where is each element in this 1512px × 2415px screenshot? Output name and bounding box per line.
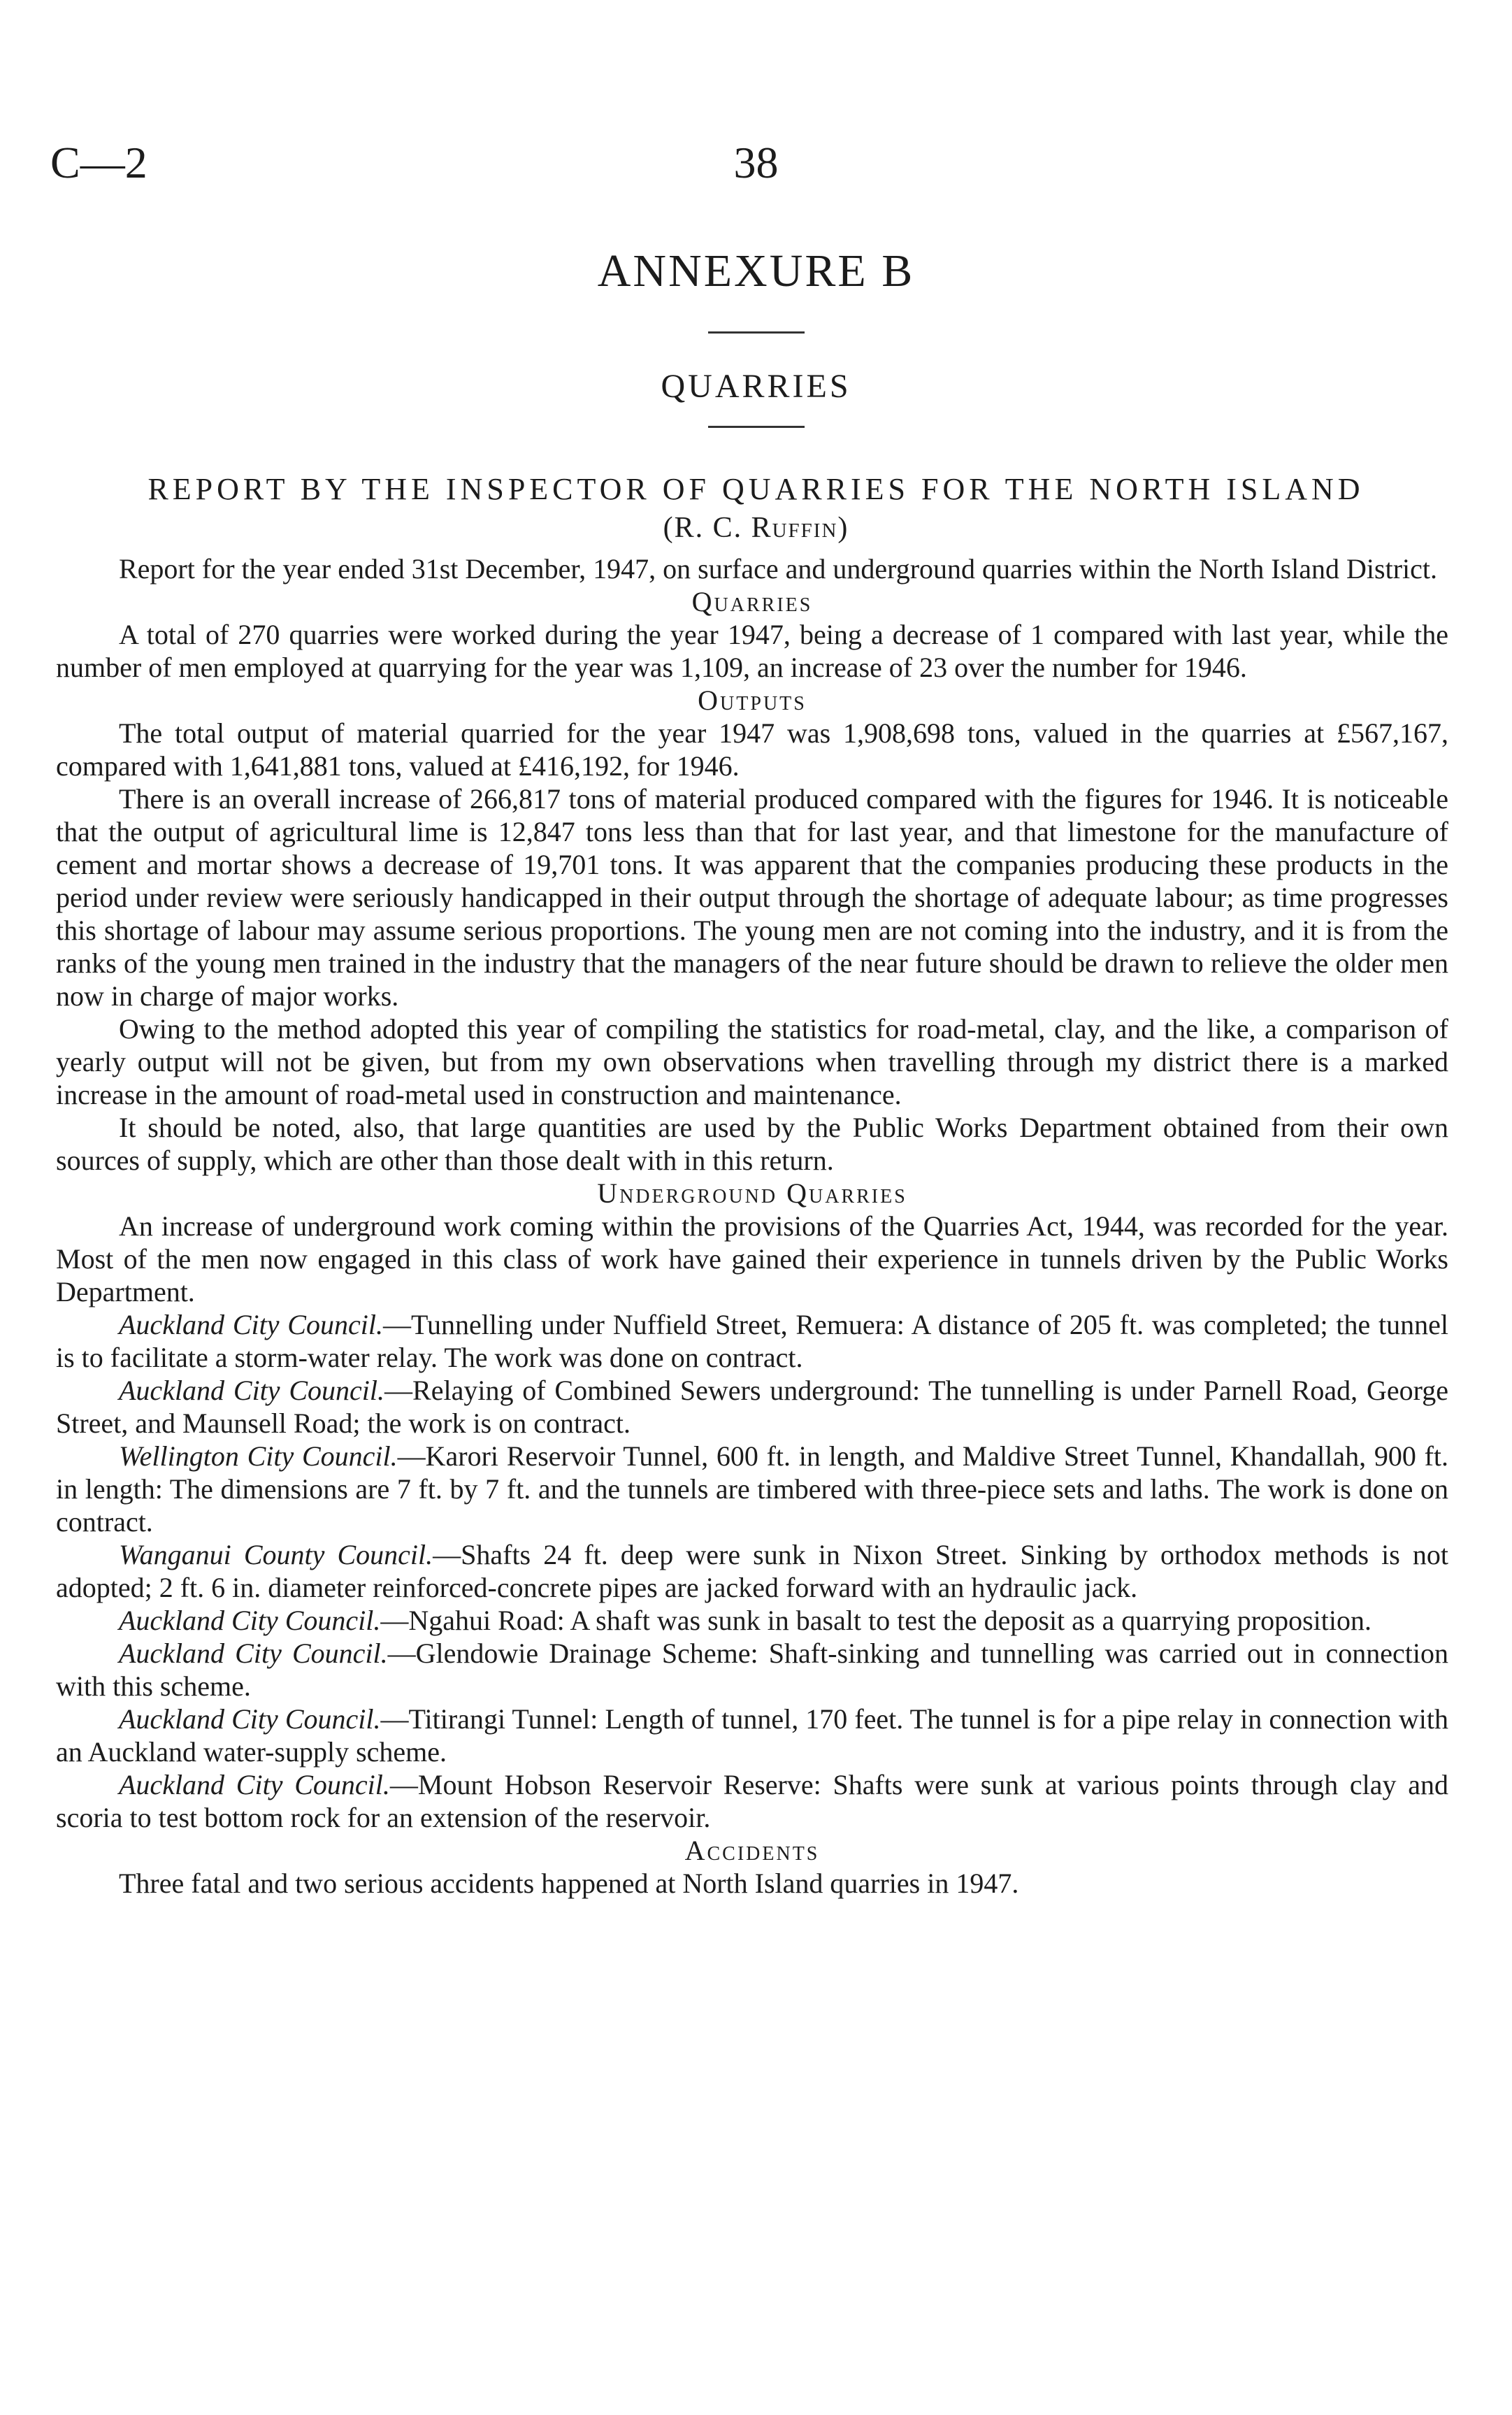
item-text: —Karori Reservoir Tunnel, 600 ft. in length, and Maldive Street Tunnel, Khandallah, 900 ft. in length: The dimensions are 7 ft. by 7 ft. and the tunnels are timbered with three-piece sets and laths. The work is done on contract. xyxy=(56,1440,1449,1538)
item-text: —Tunnelling under Nuffield Street, Remuera: A distance of 205 ft. was completed; the tunnel is to facilitate a storm-water relay. The work was done on contract. xyxy=(56,1309,1448,1373)
outputs-paragraph: It should be noted, also, that large quantities are used by the Public Works Department obtained from their own sources of supply, which are other than those dealt with in this return. xyxy=(56,1112,1448,1176)
author-open: (R. C. xyxy=(663,512,751,544)
section-heading-underground: Underground Quarries xyxy=(597,1177,907,1209)
divider-rule xyxy=(708,331,805,334)
item-text: —Glendowie Drainage Scheme: Shaft-sinking and tunnelling was carried out in connection with this scheme. xyxy=(56,1638,1448,1702)
underground-intro: An increase of underground work coming within the provisions of the Quarries Act, 1944, was recorded for the year. Most of the men now engaged in this class of work have gained their experience in tunnels driven by the Public Works Department. xyxy=(56,1210,1448,1307)
underground-item xyxy=(56,1604,1448,1637)
author-name: Ruffin xyxy=(751,512,838,544)
section-heading-quarries: Quarries xyxy=(691,586,813,617)
section-code: C—2 xyxy=(50,138,147,187)
report-author xyxy=(0,511,1512,545)
accidents-paragraph: Three fatal and two serious accidents happened at North Island quarries in 1947. xyxy=(119,1868,1019,1899)
outputs-paragraph: There is an overall increase of 266,817 tons of material produced compared with the figures for 1946. It is noticeable that the output of agricultural lime is 12,847 tons less than that for last year, and that limestone for the manufacture of cement and mortar shows a decrease of 19,701 tons. It was apparent that the companies producing these products in the period under review were seriously handicapped in their output through the shortage of adequate labour; as time progresses this shortage of labour may assume serious proportions. The young men are not coming into the industry, and it is from the ranks of the young men trained in the industry that the managers of the near future should be drawn to relieve the older men now in charge of major works. xyxy=(56,783,1448,1012)
item-text: —Mount Hobson Reservoir Reserve: Shafts were sunk at various points through clay and scoria to test bottom rock for an extension of the reservoir. xyxy=(56,1769,1449,1833)
report-intro: Report for the year ended 31st December, 1947, on surface and underground quarries within the North Island District. xyxy=(119,553,1437,585)
underground-item xyxy=(56,1538,1448,1604)
outputs-paragraph: Owing to the method adopted this year of compiling the statistics for road-metal, clay, and the like, a comparison of yearly output will not be given, but from my own observations when travelling through my district there is a marked increase in the amount of road-metal used in construction and maintenance. xyxy=(56,1013,1448,1110)
subtitle: QUARRIES xyxy=(661,368,851,405)
underground-item xyxy=(56,1703,1448,1768)
annexure-title: ANNEXURE B xyxy=(597,245,915,296)
underground-item xyxy=(56,1440,1448,1538)
outputs-paragraph: The total output of material quarried for the year 1947 was 1,908,698 tons, valued in the quarries at £567,167, compared with 1,641,881 tons, valued at £416,192, for 1946. xyxy=(56,717,1448,782)
report-title: REPORT BY THE INSPECTOR OF QUARRIES FOR THE NORTH ISLAND xyxy=(147,472,1365,506)
council-name: Auckland City Council. xyxy=(119,1703,381,1735)
author-close: ) xyxy=(837,512,849,544)
quarries-paragraph: A total of 270 quarries were worked during the year 1947, being a decrease of 1 compared with last year, while the number of men employed at quarrying for the year was 1,109, an increase of 23 over the number for 1946. xyxy=(56,619,1448,683)
council-name: Auckland City Council. xyxy=(119,1769,390,1800)
underground-item xyxy=(56,1308,1448,1374)
council-name: Wanganui County Council. xyxy=(119,1539,433,1570)
page-number: 38 xyxy=(733,138,779,187)
page-header xyxy=(0,137,1512,200)
council-name: Auckland City Council. xyxy=(119,1605,381,1636)
council-name: Auckland City Council. xyxy=(119,1309,383,1340)
underground-item xyxy=(56,1768,1448,1834)
council-name: Auckland City Council. xyxy=(119,1375,385,1406)
underground-item xyxy=(56,1374,1448,1440)
item-text: —Relaying of Combined Sewers underground: The tunnelling is under Parnell Road, George Street, and Maunsell Road; the work is on contract. xyxy=(56,1375,1448,1439)
section-heading-accidents: Accidents xyxy=(684,1835,820,1866)
item-text: —Titirangi Tunnel: Length of tunnel, 170 feet. The tunnel is for a pipe relay in connection with an Auckland water-supply scheme. xyxy=(56,1703,1448,1768)
council-name: Wellington City Council. xyxy=(119,1440,398,1472)
section-heading-outputs: Outputs xyxy=(698,685,807,716)
divider-rule xyxy=(708,426,805,428)
report-body xyxy=(56,552,1448,1900)
underground-item xyxy=(56,1637,1448,1703)
item-text: —Ngahui Road: A shaft was sunk in basalt to test the deposit as a quarrying proposition. xyxy=(380,1605,1371,1636)
council-name: Auckland City Council. xyxy=(119,1638,388,1669)
item-text: —Shafts 24 ft. deep were sunk in Nixon Street. Sinking by orthodox methods is not adopted; 2 ft. 6 in. diameter reinforced-concrete pipes are jacked forward with an hydraulic jack. xyxy=(56,1539,1449,1603)
